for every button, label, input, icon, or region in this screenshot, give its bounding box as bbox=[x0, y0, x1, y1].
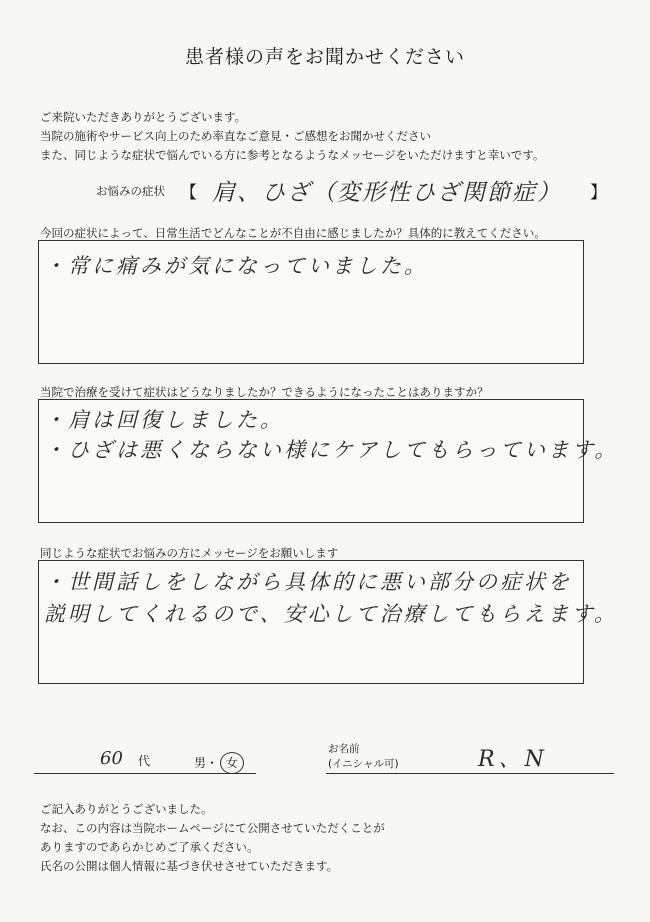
answer-2-line: ・肩は回復しました。 bbox=[44, 408, 284, 432]
answer-3-line: 説明してくれるので、安心して治療してもらえます。 bbox=[44, 602, 618, 626]
gender-female-circled: 女 bbox=[220, 752, 244, 774]
gender-field bbox=[194, 752, 244, 774]
age-label: 代 bbox=[138, 754, 151, 768]
name-underline bbox=[326, 773, 614, 774]
answer-2-line: ・ひざは悪くならない様にケアしてもらっています。 bbox=[44, 438, 619, 462]
question-2-prompt: 当院で治療を受けて症状はどうなりましたか？できるようになったことはありますか？ bbox=[40, 385, 489, 399]
closing-line: 氏名の公開は個人情報に基づき伏せさせていただきます。 bbox=[40, 859, 339, 873]
name-label-line: (イニシャル可) bbox=[328, 758, 399, 770]
concern-label: お悩みの症状 bbox=[96, 184, 165, 198]
name-label-line: お名前 bbox=[328, 743, 360, 755]
closing-line: ありますのであらかじめご了承ください。 bbox=[40, 840, 259, 854]
closing-line: ご記入ありがとうございました。 bbox=[40, 802, 213, 816]
gender-separator: ・ bbox=[206, 756, 219, 770]
concern-bracket-open: 【 bbox=[180, 183, 197, 203]
answer-1-line: ・常に痛みが気になっていました。 bbox=[44, 254, 428, 278]
intro-line: また、同じような症状で悩んでいる方に参考となるようなメッセージをいただけますと幸いです。 bbox=[40, 148, 545, 162]
age-underline bbox=[34, 773, 256, 774]
gender-male: 男 bbox=[194, 756, 207, 770]
intro-line: ご来院いただきありがとうございます。 bbox=[40, 110, 247, 124]
intro-line: 当院の施術やサービス向上のため率直なご意見・ご感想をお聞かせください bbox=[40, 129, 431, 143]
closing-line: なお、この内容は当院ホームページにて公開させていただくことが bbox=[40, 821, 385, 835]
concern-answer: 肩、ひざ（変形性ひざ関節症） bbox=[212, 180, 562, 206]
concern-bracket-close: 】 bbox=[590, 183, 607, 203]
question-1-prompt: 今回の症状によって、日常生活でどんなことが不自由に感じましたか？具体的に教えてください。 bbox=[40, 226, 546, 240]
age-value: 60 bbox=[100, 748, 123, 769]
closing-text bbox=[40, 800, 385, 876]
question-3-prompt: 同じような症状でお悩みの方にメッセージをお願いします bbox=[40, 546, 339, 560]
answer-3-line: ・世間話しをしながら具体的に悪い部分の症状を bbox=[44, 570, 572, 594]
name-label bbox=[328, 742, 399, 772]
page-title: 患者様の声をお聞かせください bbox=[184, 46, 465, 68]
name-value: R、N bbox=[478, 747, 548, 772]
intro-text bbox=[40, 108, 544, 165]
